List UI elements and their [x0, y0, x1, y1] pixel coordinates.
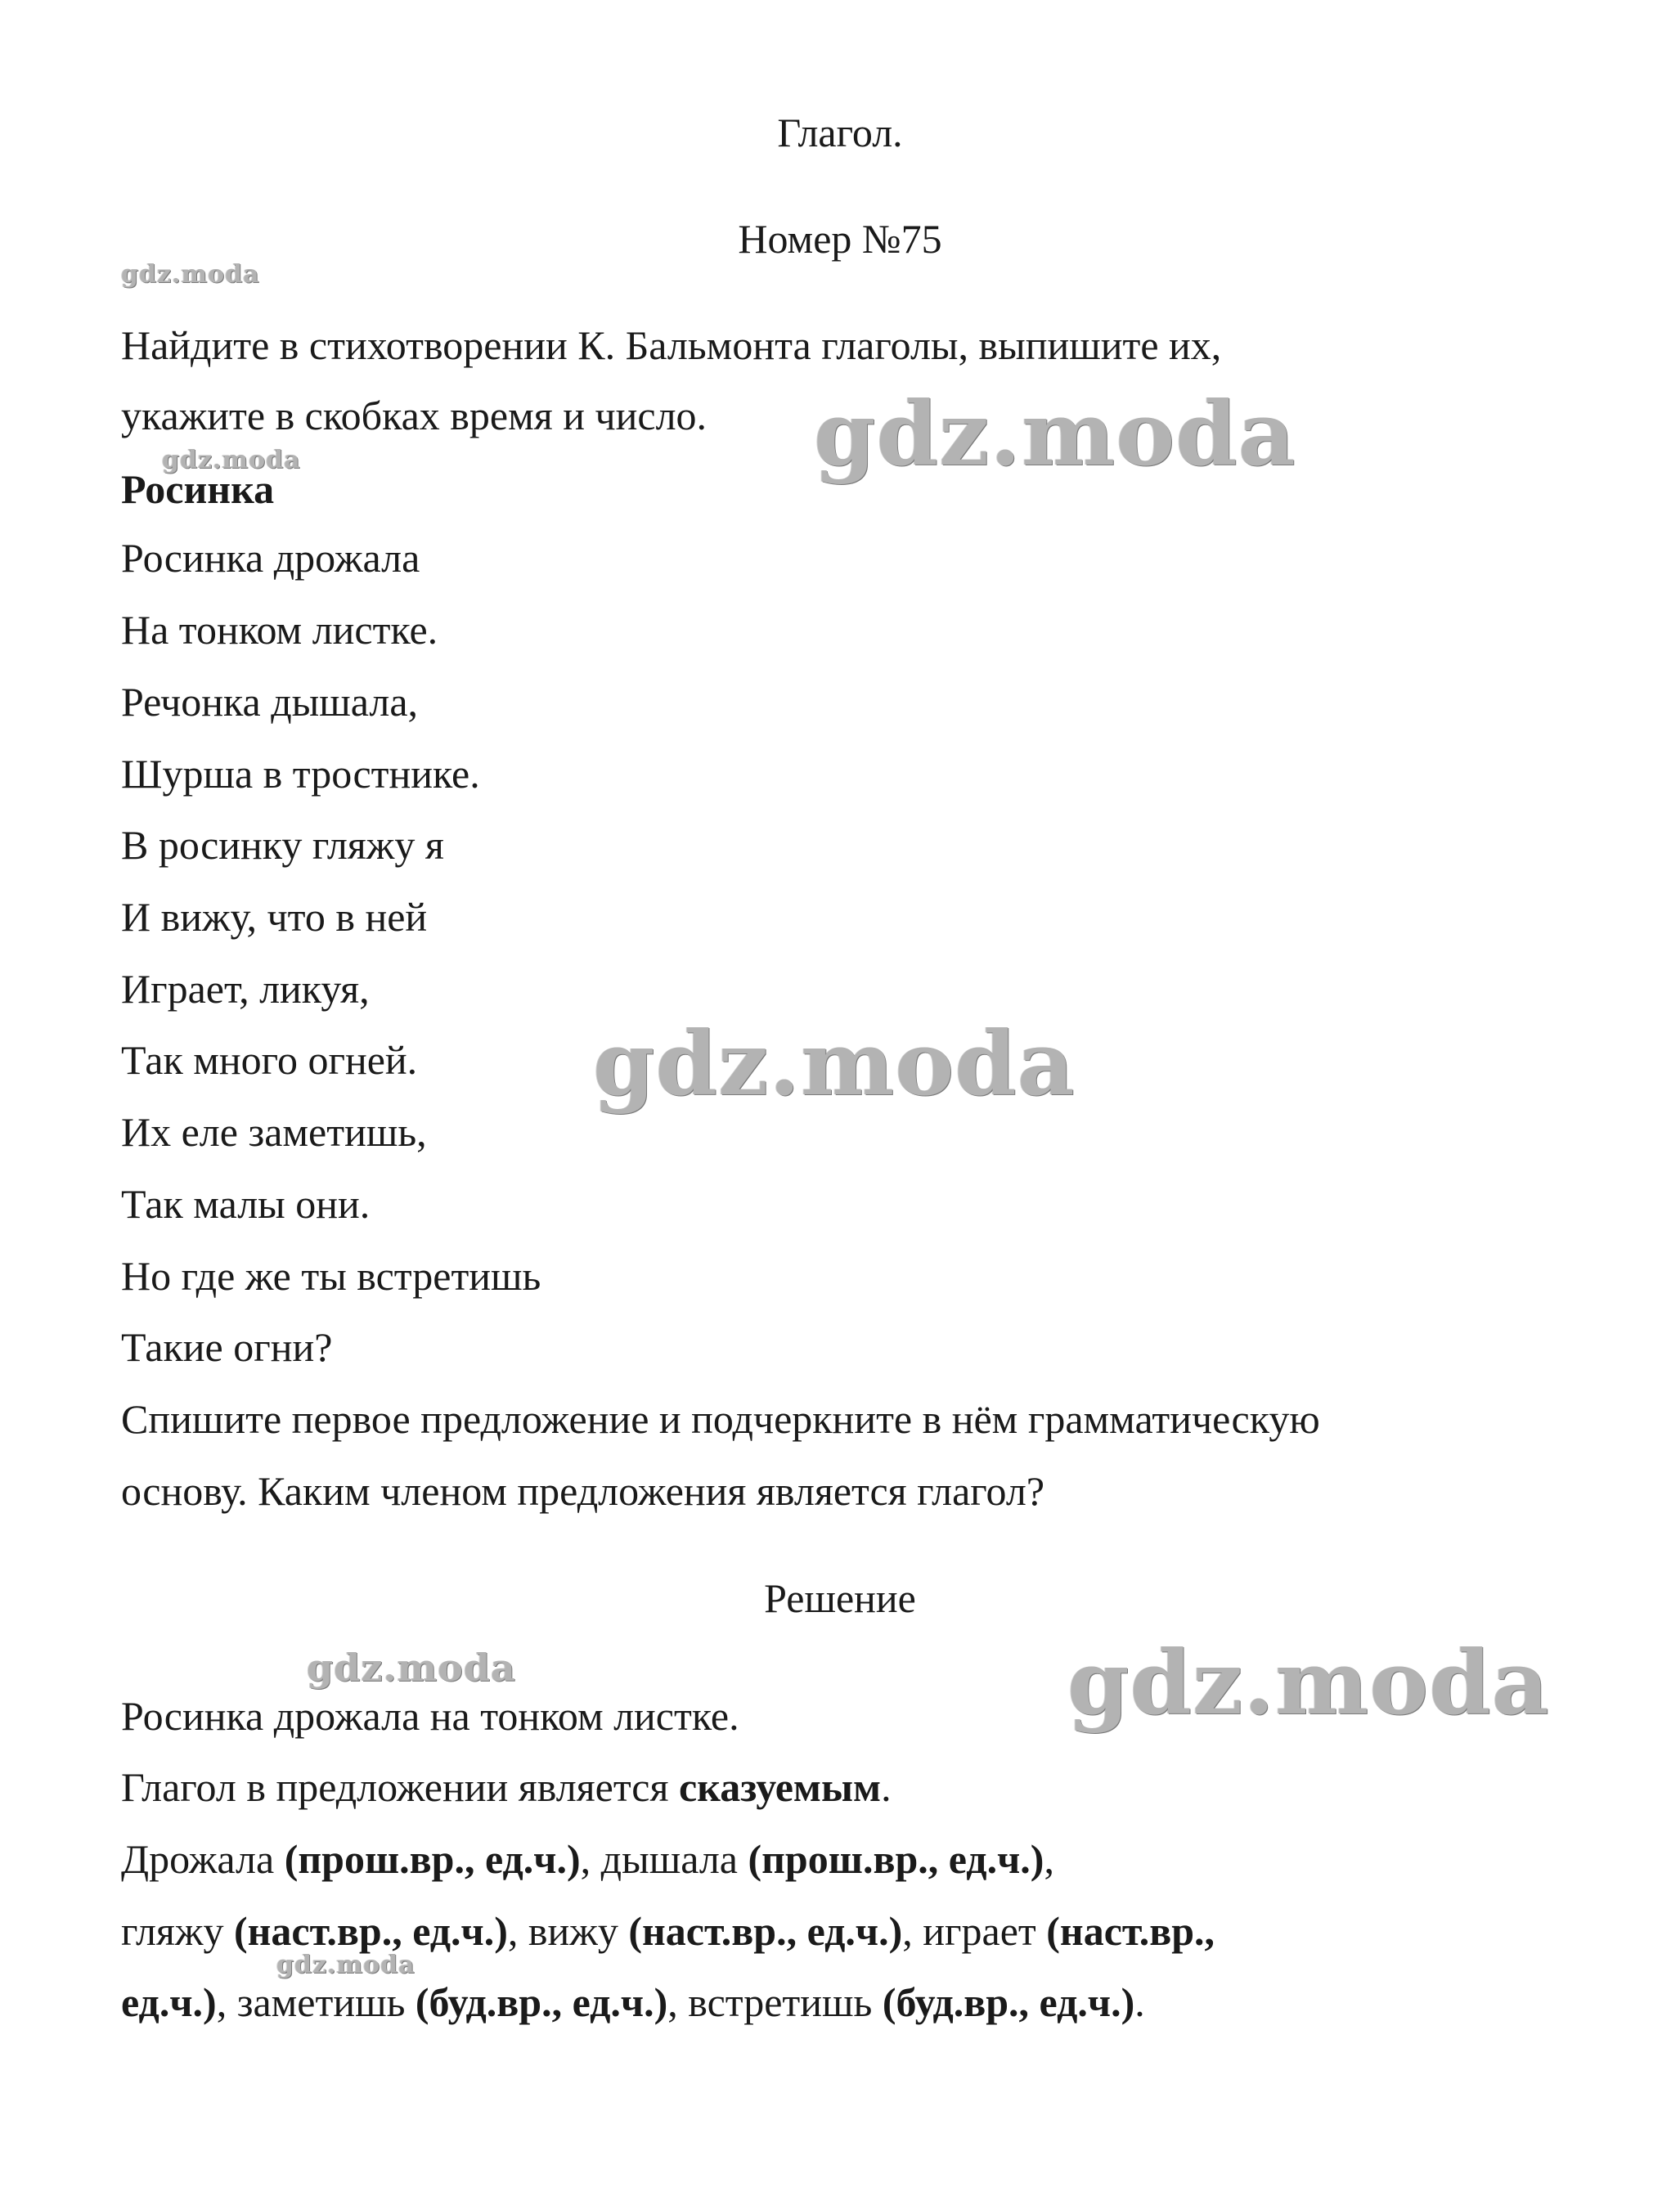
verb-note: (буд.вр., ед.ч.): [882, 1979, 1135, 2025]
task2-line-2: основу. Каким членом предложения является глагол?: [121, 1468, 1045, 1514]
punctuation: ,: [1044, 1836, 1054, 1882]
punctuation: .: [1134, 1979, 1145, 2025]
verbs-line-2: [121, 1906, 1215, 1956]
predicate-text: Глагол в предложении является: [121, 1764, 679, 1810]
watermark: gdz.moda: [814, 383, 1296, 486]
verbs-line-3: [121, 1978, 1145, 2027]
watermark: gdz.moda: [162, 446, 301, 474]
verb: гляжу: [121, 1908, 234, 1954]
verb-note: (прош.вр., ед.ч.): [748, 1836, 1044, 1882]
predicate-end: .: [881, 1764, 892, 1810]
verb-note: (наст.вр., ед.ч.): [628, 1908, 903, 1954]
verb: , встретишь: [667, 1979, 883, 2025]
poem-title-text: Росинка: [121, 466, 275, 512]
poem-line: Их еле заметишь,: [121, 1109, 427, 1155]
verb-note: ед.ч.): [121, 1979, 217, 2025]
task2-line-1: Спишите первое предложение и подчеркните в нём грамматическую: [121, 1396, 1320, 1442]
watermark: gdz.moda: [276, 1951, 416, 1979]
exercise-number: Номер №75: [738, 216, 942, 262]
verb: , дышала: [580, 1836, 748, 1882]
watermark: gdz.moda: [593, 1013, 1076, 1116]
poem-line: Но где же ты встретишь: [121, 1253, 541, 1299]
verb-note: (наст.вр., ед.ч.): [233, 1908, 508, 1954]
solution-predicate: [121, 1763, 892, 1812]
watermark: gdz.moda: [307, 1646, 516, 1690]
verb: , играет: [902, 1908, 1047, 1954]
poem-line: Так малы они.: [121, 1181, 371, 1227]
solution-heading: Решение: [764, 1575, 916, 1621]
poem-line: Такие огни?: [121, 1324, 333, 1370]
verb-note: (прош.вр., ед.ч.): [284, 1836, 581, 1882]
verb: , вижу: [507, 1908, 629, 1954]
topic-heading: Глагол.: [777, 110, 903, 155]
poem-line: Играет, ликуя,: [121, 966, 370, 1012]
verb-note: (наст.вр.,: [1046, 1908, 1215, 1954]
verb: , заметишь: [216, 1979, 416, 2025]
verb-note: (буд.вр., ед.ч.): [415, 1979, 668, 2025]
poem-line: Речонка дышала,: [121, 679, 419, 725]
watermark: gdz.moda: [121, 260, 260, 289]
poem-line: В росинку гляжу я: [121, 822, 444, 868]
poem-line: На тонком листке.: [121, 607, 438, 653]
verbs-line-1: [121, 1834, 1054, 1884]
predicate-bold: сказуемым: [678, 1764, 882, 1810]
watermark: gdz.moda: [1067, 1632, 1550, 1735]
task-line-1: Найдите в стихотворении К. Бальмонта глаголы, выпишите их,: [121, 322, 1222, 368]
poem-line: Так много огней.: [121, 1037, 418, 1083]
poem-line: Росинка дрожала: [121, 535, 420, 581]
verb: Дрожала: [121, 1836, 285, 1882]
task-line-2: укажите в скобках время и число.: [121, 393, 707, 438]
solution-sentence: Росинка дрожала на тонком листке.: [121, 1693, 739, 1739]
poem-line: Шурша в тростнике.: [121, 751, 480, 797]
poem-line: И вижу, что в ней: [121, 894, 428, 940]
